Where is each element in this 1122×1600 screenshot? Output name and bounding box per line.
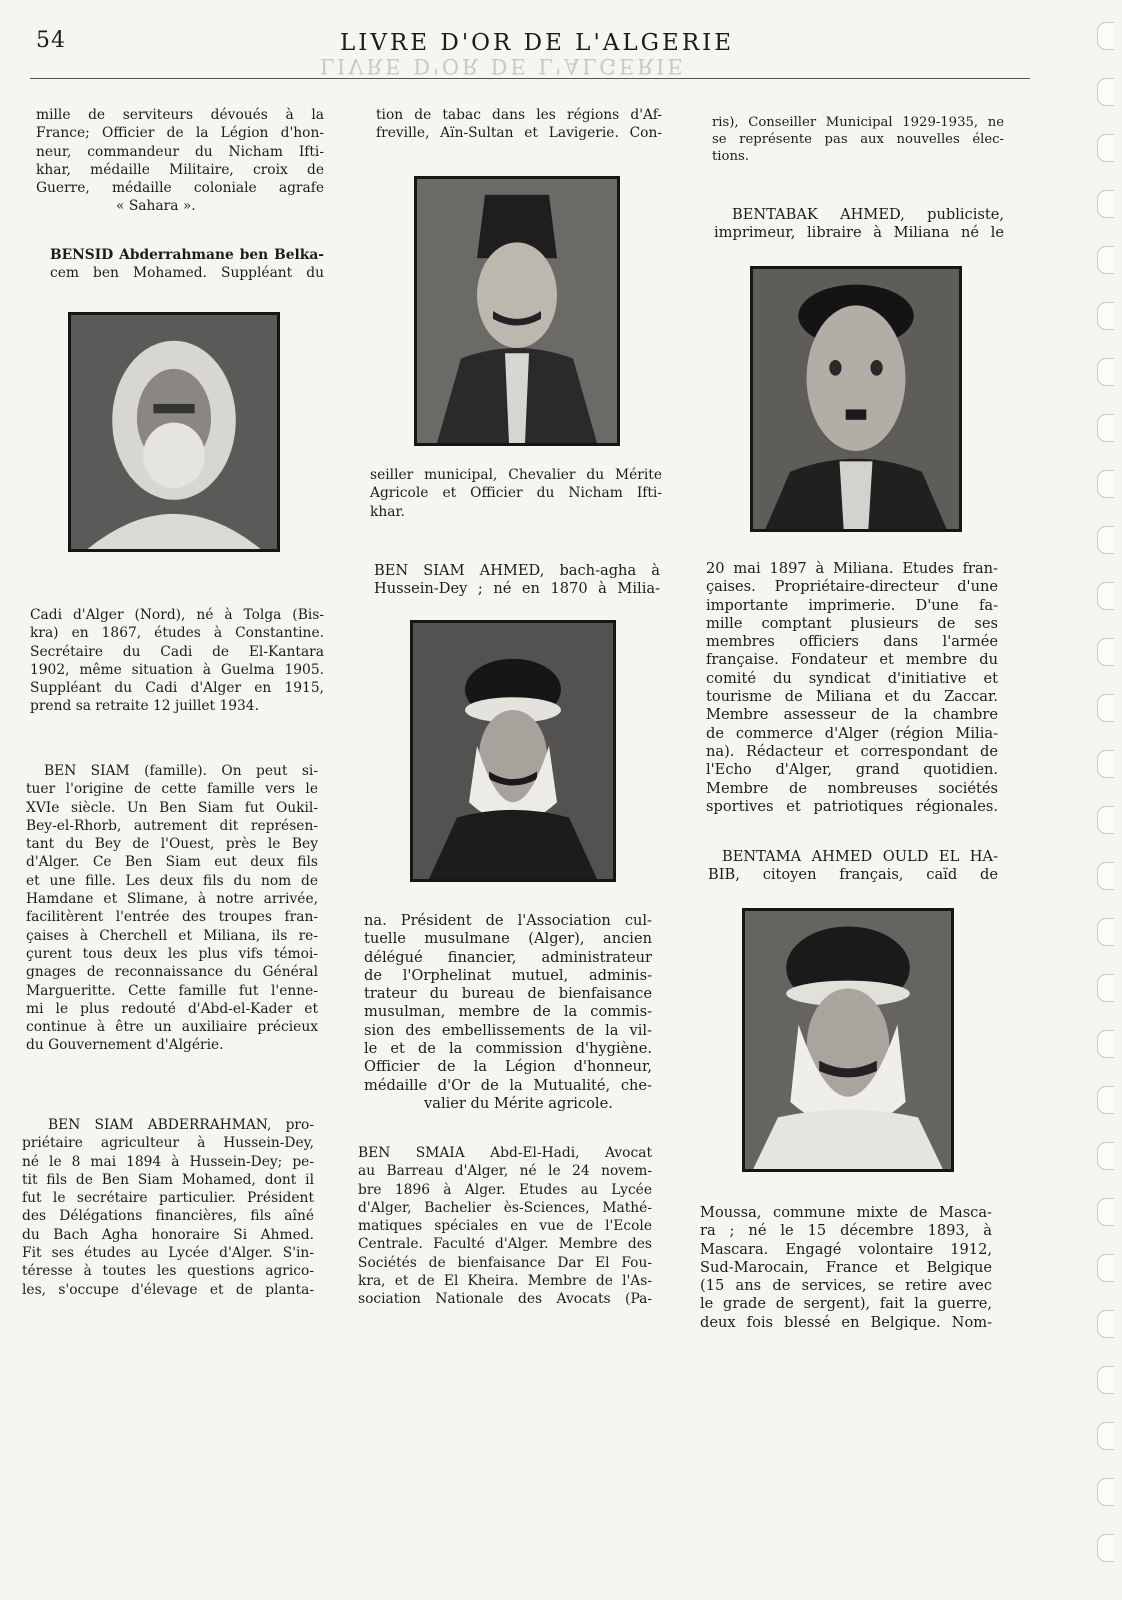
text-line: gnages de reconnaissance du Général xyxy=(26,964,318,981)
col2-paragraph-1 xyxy=(376,106,662,143)
col1-paragraph-1 xyxy=(36,106,324,216)
text-line: ra ; né le 15 décembre 1893, à xyxy=(700,1222,992,1240)
text-line xyxy=(50,246,324,264)
text-line: khar, médaille Militaire, croix de xyxy=(36,161,324,178)
binding-hole xyxy=(1097,582,1114,610)
portrait-ben-siam-ahmed xyxy=(410,620,616,882)
binding-hole xyxy=(1097,246,1114,274)
text-line: Guerre, médaille coloniale agrafe xyxy=(36,180,324,197)
text-line: seiller municipal, Chevalier du Mérite xyxy=(370,467,662,483)
col1-paragraph-bensid xyxy=(30,606,324,716)
text-line: BIB, citoyen français, caïd de xyxy=(708,866,998,884)
text-line: bre 1896 à Alger. Etudes au Lycée xyxy=(358,1181,652,1198)
text-line: du Bach Agha honoraire Si Ahmed. xyxy=(22,1226,314,1243)
text-line: Mascara. Engagé volontaire 1912, xyxy=(700,1240,992,1258)
text-line: tion de tabac dans les régions d'Af- xyxy=(376,107,662,123)
col2-entry-ben-smaia xyxy=(358,1144,652,1309)
text-line: facilitèrent l'entrée des troupes fran- xyxy=(26,909,318,926)
binding-hole xyxy=(1097,358,1114,386)
running-title: LIVRE D'OR DE L'ALGERIE xyxy=(340,30,735,56)
text-line: sociation Nationale des Avocats (Pa- xyxy=(358,1291,652,1308)
text-line: mille comptant plusieurs de ses xyxy=(706,614,998,632)
text-line: imprimeur, libraire à Miliana né le xyxy=(714,224,1004,242)
binding-hole xyxy=(1097,1254,1114,1282)
text-line: de l'Orphelinat mutuel, adminis- xyxy=(364,966,652,984)
text-line: importante imprimerie. D'une fa- xyxy=(706,596,998,614)
text-line: matiques spéciales en vue de l'Ecole xyxy=(358,1218,652,1235)
text-line: des Délégations financières, fils aîné xyxy=(22,1208,314,1225)
text-line: priétaire agriculteur à Hussein-Dey, xyxy=(22,1135,314,1152)
portrait-image xyxy=(745,911,951,1169)
text-line: BENTAMA AHMED OULD EL HA- xyxy=(722,848,998,865)
text-line: 20 mai 1897 à Miliana. Etudes fran- xyxy=(706,560,998,577)
entry-name-rest: Abderrahmane ben Belka- xyxy=(119,247,324,263)
col3-paragraph-bentama xyxy=(700,1204,992,1332)
text-line: Suppléant du Cadi d'Alger en 1915, xyxy=(30,680,324,697)
bleed-through-text: LIVRE D'OR DE L'ALGERIE xyxy=(320,54,686,78)
text-line: prend sa retraite 12 juillet 1934. xyxy=(30,698,259,715)
text-line: tuer l'origine de cette famille vers le xyxy=(26,781,318,798)
text-line: le et de la commission d'hygiène. xyxy=(364,1040,652,1058)
text-line: BEN SIAM ABDERRAHMAN, pro- xyxy=(48,1117,314,1133)
binding-hole xyxy=(1097,1142,1114,1170)
portrait-image xyxy=(417,179,617,443)
page-number: 54 xyxy=(36,28,66,53)
text-line: trateur du bureau de bienfaisance xyxy=(364,985,652,1003)
text-line: Cadi d'Alger (Nord), né à Tolga (Bis- xyxy=(30,607,324,623)
text-line: (15 ans de services, se retire avec xyxy=(700,1277,992,1295)
col2-paragraph-ben-siam-ahmed xyxy=(364,912,652,1113)
portrait-bensid xyxy=(68,312,280,552)
text-line: tions. xyxy=(712,149,749,164)
binding-hole xyxy=(1097,1086,1114,1114)
text-line: tant du Bey de l'Ouest, près le Bey xyxy=(26,836,318,853)
binding-hole xyxy=(1097,190,1114,218)
text-line: mi le plus redouté d'Abd-el-Kader et xyxy=(26,1000,318,1017)
text-line: Agricole et Officier du Nicham Ifti- xyxy=(370,485,662,502)
binding-hole xyxy=(1097,694,1114,722)
portrait-image xyxy=(753,269,959,529)
text-line: tourisme de Miliana et du Zaccar. xyxy=(706,688,998,706)
binding-hole xyxy=(1097,750,1114,778)
text-line: valier du Mérite agricole. xyxy=(424,1094,613,1112)
text-line: BENTABAK AHMED, publiciste, xyxy=(732,206,1004,223)
text-line: neur, commandeur du Nicham Ifti- xyxy=(36,143,324,160)
col1-entry-ben-siam-abderrahman xyxy=(22,1116,314,1299)
binding-hole xyxy=(1097,974,1114,1002)
text-line: Membre de nombreuses sociétés xyxy=(706,779,998,797)
portrait-image xyxy=(71,315,277,549)
binding-hole xyxy=(1097,1534,1114,1562)
binding-hole xyxy=(1097,1310,1114,1338)
portrait-bentama xyxy=(742,908,954,1172)
text-line: 1902, même situation à Guelma 1905. xyxy=(30,661,324,678)
text-line: freville, Aïn-Sultan et Lavigerie. Con- xyxy=(376,125,662,142)
text-line: au Barreau d'Alger, né le 24 novem- xyxy=(358,1163,652,1180)
col2-paragraph-2 xyxy=(370,466,662,521)
binding-hole xyxy=(1097,22,1114,50)
text-line: téresse à toutes les questions agrico- xyxy=(22,1263,314,1280)
text-line: Sociétés de bienfaisance Dar El Fou- xyxy=(358,1254,652,1271)
text-line: l'Echo d'Alger, grand quotidien. xyxy=(706,761,998,779)
binding-hole xyxy=(1097,414,1114,442)
text-line: ris), Conseiller Municipal 1929-1935, ne xyxy=(712,115,1004,130)
text-line: Sud-Marocain, France et Belgique xyxy=(700,1258,992,1276)
text-line: BEN SIAM AHMED, bach-agha à xyxy=(374,562,660,579)
binding-hole xyxy=(1097,1478,1114,1506)
text-line: le grade de sergent), fait la guerre, xyxy=(700,1295,992,1313)
text-line: tit fils de Ben Siam Mohamed, dont il xyxy=(22,1171,314,1188)
text-line: « Sahara ». xyxy=(116,198,196,215)
binding-hole xyxy=(1097,918,1114,946)
text-line: médaille d'Or de la Mutualité, che- xyxy=(364,1076,652,1094)
text-line: continue à être un auxiliaire précieux xyxy=(26,1019,318,1036)
text-line: Moussa, commune mixte de Masca- xyxy=(700,1204,992,1221)
text-line: d'Alger, Bachelier ès-Sciences, Mathé- xyxy=(358,1199,652,1216)
entry-name: BENSID xyxy=(50,247,114,263)
text-line: fut le secrétaire particulier. Président xyxy=(22,1190,314,1207)
text-line: se représente pas aux nouvelles élec- xyxy=(712,132,1004,147)
binding-hole xyxy=(1097,78,1114,106)
binding-hole xyxy=(1097,862,1114,890)
col1-entry-ben-siam-famille xyxy=(26,762,318,1055)
text-line: XVIe siècle. Un Ben Siam fut Oukil- xyxy=(26,799,318,816)
col3-entry-bentabak xyxy=(714,206,1004,243)
text-line: Secrétaire du Cadi de El-Kantara xyxy=(30,643,324,660)
portrait-ben-siam-abderrahman xyxy=(414,176,620,446)
text-line: Bey-el-Rhorb, autrement dit représen- xyxy=(26,817,318,834)
text-line: çurent tous deux les plus vifs témoi- xyxy=(26,945,318,962)
col3-paragraph-1 xyxy=(712,114,1004,165)
text-line: Hamdane et Slimane, à notre arrivée, xyxy=(26,891,318,908)
text-line: BEN SIAM (famille). On peut si- xyxy=(44,763,318,779)
binding-hole xyxy=(1097,526,1114,554)
col3-paragraph-bentabak xyxy=(706,560,998,816)
text-line: Margueritte. Cette famille fut l'enne- xyxy=(26,982,318,999)
binding-hole xyxy=(1097,806,1114,834)
col1-entry-bensid-heading xyxy=(50,246,324,283)
binding-hole xyxy=(1097,1198,1114,1226)
text-line: Membre assesseur de la chambre xyxy=(706,706,998,724)
text-line: çaises à Cherchell et Miliana, ils re- xyxy=(26,927,318,944)
binding-hole xyxy=(1097,470,1114,498)
text-line: na. Président de l'Association cul- xyxy=(364,912,652,929)
text-line: du Gouvernement d'Algérie. xyxy=(26,1037,224,1054)
text-line: d'Alger. Ce Ben Siam eut deux fils xyxy=(26,854,318,871)
binding-hole xyxy=(1097,134,1114,162)
header-rule xyxy=(30,78,1030,79)
text-line: Fit ses études au Lycée d'Alger. S'in- xyxy=(22,1245,314,1262)
text-line: khar. xyxy=(370,503,405,520)
text-line: kra, et de El Kheira. Membre de l'As- xyxy=(358,1273,652,1290)
portrait-image xyxy=(413,623,613,879)
binding-holes xyxy=(1086,0,1114,1600)
text-line: de commerce d'Alger (région Milia- xyxy=(706,724,998,742)
text-line: et une fille. Les deux fils du nom de xyxy=(26,872,318,889)
text-line: tuelle musulmane (Alger), ancien xyxy=(364,930,652,948)
text-line: deux fois blessé en Belgique. Nom- xyxy=(700,1313,992,1331)
text-line: française. Fondateur et membre du xyxy=(706,651,998,669)
text-line: né le 8 mai 1894 à Hussein-Dey; pe- xyxy=(22,1153,314,1170)
text-line: kra) en 1867, études à Constantine. xyxy=(30,625,324,642)
text-line: çaises. Propriétaire-directeur d'une xyxy=(706,578,998,596)
text-line: sportives et patriotiques régionales. xyxy=(706,797,998,815)
text-line: mille de serviteurs dévoués à la xyxy=(36,107,324,123)
text-line: sion des embellissements de la vil- xyxy=(364,1021,652,1039)
text-line: membres officiers dans l'armée xyxy=(706,633,998,651)
binding-hole xyxy=(1097,1366,1114,1394)
binding-hole xyxy=(1097,1422,1114,1450)
text-line: Officier de la Légion d'honneur, xyxy=(364,1058,652,1076)
binding-hole xyxy=(1097,1030,1114,1058)
text-line: musulman, membre de la commis- xyxy=(364,1003,652,1021)
col3-entry-bentama xyxy=(708,848,998,885)
text-line: comité du syndicat d'initiative et xyxy=(706,669,998,687)
binding-hole xyxy=(1097,302,1114,330)
text-line: na). Rédacteur et correspondant de xyxy=(706,742,998,760)
text-line: Centrale. Faculté d'Alger. Membre des xyxy=(358,1236,652,1253)
text-line: délégué financier, administrateur xyxy=(364,948,652,966)
text-line: BEN SMAIA Abd-El-Hadi, Avocat xyxy=(358,1145,652,1161)
text-line: cem ben Mohamed. Suppléant du xyxy=(50,265,324,282)
text-line: les, s'occupe d'élevage et de planta- xyxy=(22,1281,314,1298)
text-line: Hussein-Dey ; né en 1870 à Milia- xyxy=(374,580,660,598)
binding-hole xyxy=(1097,638,1114,666)
col2-entry-ben-siam-ahmed xyxy=(374,562,660,599)
text-line: France; Officier de la Légion d'hon- xyxy=(36,125,324,142)
portrait-bentabak xyxy=(750,266,962,532)
